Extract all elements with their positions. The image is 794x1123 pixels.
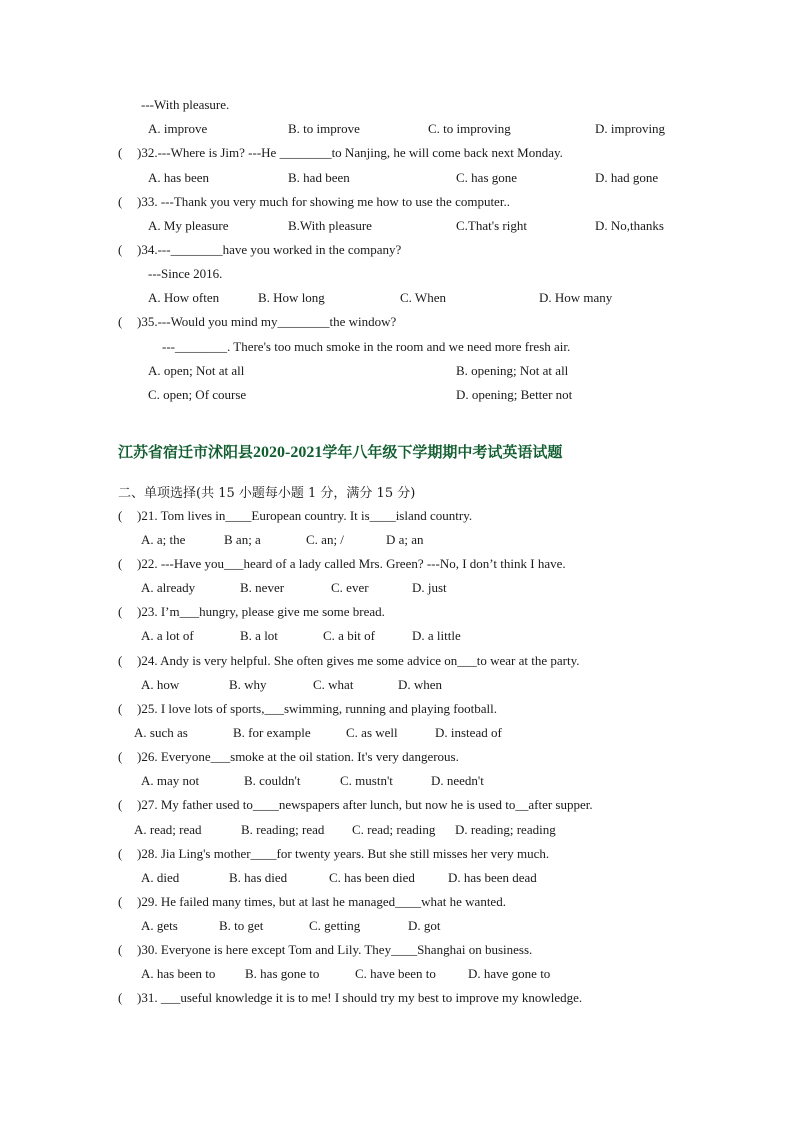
option-a: A. open; Not at all (148, 363, 245, 378)
answer-paren: ( (118, 145, 123, 160)
answer-paren: ( (118, 990, 123, 1005)
option-a: A. has been (148, 170, 210, 185)
reply: ---Since 2016. (148, 266, 223, 281)
answer-paren: ( (118, 797, 123, 812)
option-d: D. a little (412, 628, 461, 643)
question-stem: )25. I love lots of sports,___swimming, running and playing football. (137, 701, 497, 716)
section-heading: 二、单项选择(共 15 小题每小题 1 分，满分 15 分) (118, 486, 416, 501)
option-b: B. opening; Not at all (456, 363, 569, 378)
option-c: C.That's right (456, 218, 527, 233)
option-a: A. a lot of (141, 628, 194, 643)
option-a: A. read; read (134, 822, 202, 837)
question-stem: )33. ---Thank you very much for showing me how to use the computer.. (137, 194, 510, 209)
question-stem: )26. Everyone___smoke at the oil station. It's very dangerous. (137, 749, 459, 764)
option-d: D. got (408, 918, 441, 933)
answer-paren: ( (118, 242, 123, 257)
option-a: A. gets (141, 918, 178, 933)
question-stem: )32.---Where is Jim? ---He ________to Nanjing, he will come back next Monday. (137, 145, 563, 160)
option-c: C. has been died (329, 870, 415, 885)
option-b: B. why (229, 677, 267, 692)
option-a: A. may not (141, 773, 200, 788)
option-c: C. open; Of course (148, 387, 247, 402)
option-c: C. as well (346, 725, 398, 740)
question-stem: )24. Andy is very helpful. She often gives me some advice on___to wear at the party. (137, 653, 580, 668)
option-d: D. just (412, 580, 447, 595)
title-prefix: 江苏省宿迁市沭阳县 (118, 443, 254, 461)
option-a: A. a; the (141, 532, 186, 547)
option-c: C. mustn't (340, 773, 393, 788)
question-stem: )34.---________have you worked in the company? (137, 242, 402, 257)
option-b: B. How long (258, 290, 325, 305)
option-d: D. needn't (431, 773, 484, 788)
option-d: D. opening; Better not (456, 387, 573, 402)
question-stem: )28. Jia Ling's mother____for twenty years. But she still misses her very much. (137, 846, 550, 861)
option-c: C. getting (309, 918, 361, 933)
option-b: B. reading; read (241, 822, 325, 837)
question-stem: )22. ---Have you___heard of a lady called Mrs. Green? ---No, I don’t think I have. (137, 556, 566, 571)
option-b: B. has gone to (245, 966, 320, 981)
option-b: B. has died (229, 870, 288, 885)
option-d: D. have gone to (468, 966, 551, 981)
option-d: D. No,thanks (595, 218, 664, 233)
answer-paren: ( (118, 942, 123, 957)
question-stem: )29. He failed many times, but at last he managed____what he wanted. (137, 894, 506, 909)
answer-paren: ( (118, 846, 123, 861)
option-d: D. reading; reading (455, 822, 556, 837)
option-c: C. read; reading (352, 822, 436, 837)
answer-paren: ( (118, 749, 123, 764)
question-stem: )35.---Would you mind my________the window? (137, 314, 397, 329)
option-b: B. never (240, 580, 285, 595)
reply-31: ---With pleasure. (141, 97, 230, 112)
answer-paren: ( (118, 194, 123, 209)
option-d: D a; an (386, 532, 424, 547)
answer-paren: ( (118, 701, 123, 716)
option-a: A. such as (134, 725, 188, 740)
option-d: D. instead of (435, 725, 502, 740)
option-a: A. died (141, 870, 180, 885)
option-c: C. ever (331, 580, 369, 595)
option-a: A. how (141, 677, 180, 692)
option-b: B. to get (219, 918, 264, 933)
question-stem: )31. ___useful knowledge it is to me! I should try my best to improve my knowledge. (137, 990, 583, 1005)
title-suffix: 学年八年级下学期期中考试英语试题 (322, 443, 563, 461)
option-b: B an; a (224, 532, 261, 547)
answer-paren: ( (118, 653, 123, 668)
option-c: C. to improving (428, 121, 511, 136)
option-a: A. improve (148, 121, 208, 136)
title-year: 2020-2021 (253, 444, 323, 461)
option-c: C. have been to (355, 966, 436, 981)
option-b: B. for example (233, 725, 311, 740)
question-stem: )21. Tom lives in____European country. It is____island country. (137, 508, 473, 523)
option-b: B. a lot (240, 628, 278, 643)
answer-paren: ( (118, 604, 123, 619)
option-d: D. How many (539, 290, 613, 305)
option-d: D. improving (595, 121, 666, 136)
option-a: A. How often (148, 290, 220, 305)
option-c: C. a bit of (323, 628, 375, 643)
option-c: C. an; / (306, 532, 344, 547)
option-b: B. had been (288, 170, 350, 185)
option-d: D. had gone (595, 170, 659, 185)
option-b: B. couldn't (244, 773, 301, 788)
answer-paren: ( (118, 314, 123, 329)
option-b: B.With pleasure (288, 218, 372, 233)
answer-paren: ( (118, 894, 123, 909)
option-a: A. My pleasure (148, 218, 229, 233)
option-c: C. When (400, 290, 446, 305)
option-a: A. already (141, 580, 196, 595)
answer-paren: ( (118, 508, 123, 523)
exam-title (118, 441, 562, 462)
option-d: D. when (398, 677, 443, 692)
option-b: B. to improve (288, 121, 360, 136)
option-c: C. what (313, 677, 354, 692)
question-stem: )30. Everyone is here except Tom and Lily. They____Shanghai on business. (137, 942, 533, 957)
option-a: A. has been to (141, 966, 216, 981)
reply: ---________. There's too much smoke in the room and we need more fresh air. (162, 339, 571, 354)
option-c: C. has gone (456, 170, 518, 185)
question-stem: )23. I’m___hungry, please give me some bread. (137, 604, 385, 619)
option-d: D. has been dead (448, 870, 537, 885)
answer-paren: ( (118, 556, 123, 571)
question-stem: )27. My father used to____newspapers after lunch, but now he is used to__after supper. (137, 797, 593, 812)
